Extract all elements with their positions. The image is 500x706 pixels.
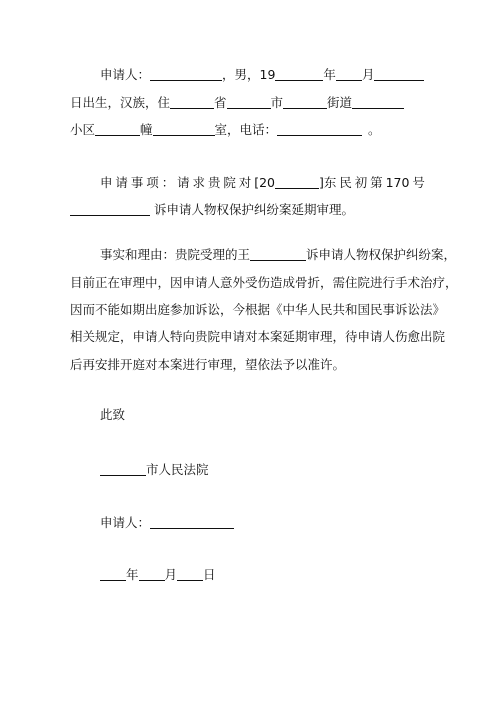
- case-number-group: [254, 173, 336, 193]
- date-month-label: 月: [164, 567, 178, 582]
- line-end: 。: [368, 122, 381, 137]
- gender-text: ，男，19: [222, 67, 276, 82]
- birth-day-blank: [374, 67, 424, 81]
- request-line-2: [70, 200, 430, 220]
- request-char: 初: [354, 175, 368, 190]
- applicant-line-2: [70, 93, 430, 113]
- request-char: 事: [130, 175, 144, 190]
- request-char: 对: [238, 175, 252, 190]
- signature-blank: [150, 515, 234, 529]
- request-char: 求: [192, 175, 206, 190]
- street-blank: [283, 95, 327, 109]
- birth-year-blank: [275, 67, 323, 81]
- month-label: 月: [361, 67, 375, 82]
- request-text: 诉申请人物权保护纠纷案延期审理。: [154, 202, 355, 217]
- facts-line-4: 相关规定，申请人特向贵院申请对本案延期审理，待申请人伤愈出院: [70, 329, 446, 344]
- facts-line-2: 目前正在审理中，因申请人意外受伤造成骨折，需住院进行手术治疗，: [70, 275, 458, 290]
- request-line-1: [100, 173, 425, 193]
- birth-month-blank: [336, 67, 362, 81]
- facts-line-5: 后再安排开庭对本案进行审理，望依法予以准许。: [70, 357, 346, 372]
- request-char: 贵: [207, 175, 221, 190]
- facts-text: 诉申请人物权保护纠纷案，: [306, 247, 457, 262]
- city-name-blank: [100, 462, 146, 476]
- request-char: 号: [412, 175, 425, 190]
- province-blank: [170, 95, 214, 109]
- facts-line-3: 因而不能如期出庭参加诉讼，今根据《中华人民共和国民事诉讼法》: [70, 302, 446, 317]
- facts-line-1: [100, 245, 457, 265]
- building-blank: [95, 122, 140, 136]
- date-line: [100, 565, 430, 585]
- community-blank: [352, 95, 404, 109]
- request-char: 请: [177, 175, 190, 190]
- birth-text: 日出生，汉族，住: [70, 95, 171, 110]
- request-char: 请: [115, 175, 128, 190]
- plaintiff-name-blank: [250, 247, 306, 261]
- request-char: ：: [161, 175, 175, 190]
- province-label: 省: [214, 95, 227, 110]
- district-label: 小区: [70, 122, 96, 137]
- city-label: 市: [270, 95, 284, 110]
- date-day-label: 日: [203, 567, 216, 582]
- year-label: 年: [323, 67, 336, 82]
- case-number: 170: [385, 175, 410, 190]
- case-year-blank: [275, 175, 319, 189]
- date-day-blank: [177, 567, 203, 581]
- date-year-label: 年: [126, 567, 139, 582]
- applicant-label: 申请人：: [100, 67, 151, 82]
- street-label: 街道: [327, 95, 353, 110]
- building-label: 幢: [140, 122, 153, 137]
- date-year-blank: [100, 567, 126, 581]
- city-blank: [227, 95, 271, 109]
- applicant-line-1: [100, 65, 430, 85]
- applicant-line-3: [70, 120, 430, 140]
- signature-line: [100, 513, 430, 533]
- case-year-prefix: [20: [254, 175, 276, 190]
- room-blank: [153, 122, 215, 136]
- facts-label: 事实和理由：贵院受理的王: [100, 247, 251, 262]
- phone-blank: [277, 122, 362, 136]
- court-name: 市人民法院: [146, 462, 209, 477]
- request-char: 第: [370, 175, 383, 190]
- name-blank: [150, 67, 222, 81]
- signature-label: 申请人：: [100, 515, 151, 530]
- request-char: 项: [146, 175, 159, 190]
- plaintiff-blank: [70, 202, 150, 216]
- salutation: 此致: [100, 407, 126, 422]
- request-char: 申: [100, 175, 113, 190]
- room-label: 室，电话：: [214, 122, 278, 137]
- request-char: 民: [339, 175, 352, 190]
- request-char: 院: [223, 175, 236, 190]
- court-line: [100, 460, 430, 480]
- case-court-code: ]东: [319, 175, 337, 190]
- date-month-blank: [139, 567, 165, 581]
